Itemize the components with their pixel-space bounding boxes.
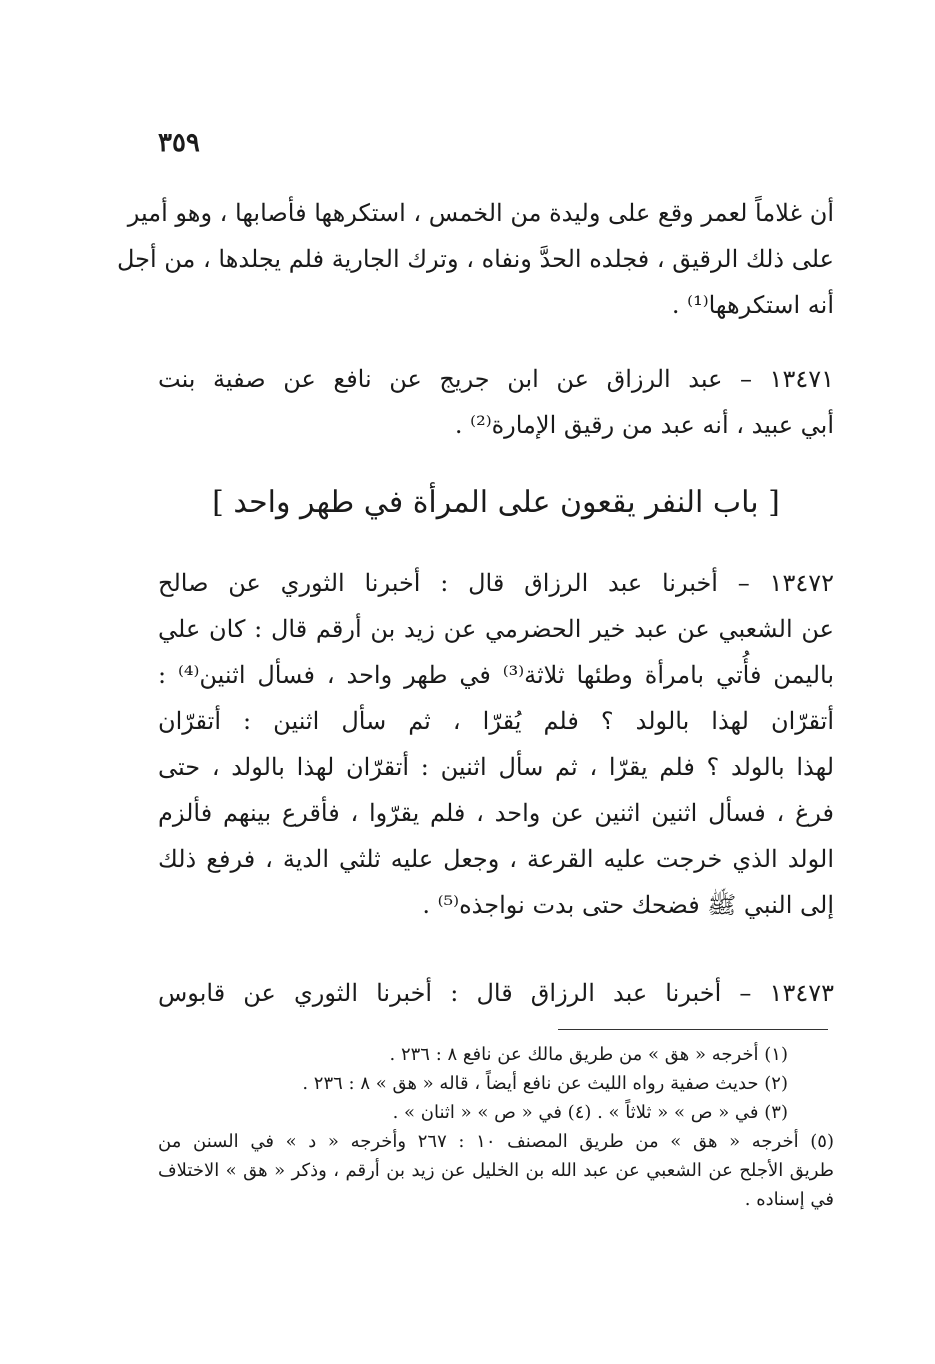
text-line: أتقرّان لهذا بالولد ؟ فلم يُقرّا ، ثم سأل اثنين : أتقرّان — [158, 707, 834, 735]
paragraph-continuation — [116, 190, 834, 328]
text-line: فرغ ، فسأل اثنين اثنين عن واحد ، فلم يقرّوا ، فأقرع بينهم فألزم — [158, 799, 834, 827]
footnote-5-end: في إسناده . — [744, 1189, 834, 1210]
footnotes — [158, 1040, 834, 1214]
text-line: أنه استكرهها⁽¹⁾ . — [671, 291, 834, 319]
text-line: لهذا بالولد ؟ فلم يقرّا ، ثم سأل اثنين : أتقرّان لهذا بالولد ، حتى — [158, 753, 834, 781]
footnote-separator — [558, 1029, 828, 1030]
text-line: أن غلاماً لعمر وقع على وليدة من الخمس ، استكرهها فأصابها ، وهو أمير — [127, 199, 834, 227]
text-line: عن الشعبي عن عبد خير الحضرمي عن زيد بن أرقم قال : كان علي — [158, 615, 834, 643]
footnote-5-cont: طريق الأجلح عن الشعبي عن عبد الله بن الخليل عن زيد بن أرقم ، وذكر « هق » الاختلاف — [158, 1160, 834, 1181]
text-line: على ذلك الرقيق ، فجلده الحدَّ ونفاه ، وترك الجارية فلم يجلدها ، من أجل — [116, 245, 834, 273]
text-line: أبي عبيد ، أنه عبد من رقيق الإمارة⁽²⁾ . — [454, 411, 834, 439]
footnote-2: (٢) حديث صفية رواه الليث عن نافع أيضاً ، قاله « هق » ٨ : ٢٣٦ . — [302, 1073, 788, 1094]
footnote-1: (١) أخرجه « هق » من طريق مالك عن نافع ٨ : ٢٣٦ . — [389, 1044, 788, 1065]
chapter-heading: [ باب النفر يقعون على المرأة في طهر واحد ] — [212, 485, 780, 520]
text-line: الولد الذي خرجت عليه القرعة ، وجعل عليه ثلثي الدية ، فرفع ذلك — [158, 845, 834, 873]
hadith-13473 — [158, 970, 834, 1016]
text-line: باليمن فأُتي بامرأة وطئها ثلاثة⁽³⁾ في طهر واحد ، فسأل اثنين⁽⁴⁾ : — [158, 661, 834, 689]
text-line: ١٣٤٧١ – عبد الرزاق عن ابن جريج عن نافع عن صفية بنت — [158, 365, 834, 393]
hadith-13471 — [158, 356, 834, 448]
text-line: إلى النبي ﷺ فضحك حتى بدت نواجذه⁽⁵⁾ . — [422, 891, 834, 919]
page-number: ٣٥٩ — [158, 128, 200, 158]
hadith-13472 — [158, 560, 834, 928]
footnote-5: (٥) أخرجه « هق » من طريق المصنف ١٠ : ٢٦٧ وأخرجه « د » في السنن من — [158, 1131, 834, 1152]
text-line: ١٣٤٧٣ – أخبرنا عبد الرزاق قال : أخبرنا الثوري عن قابوس — [158, 979, 834, 1007]
footnote-3-4: (٣) في « ص » « ثلاثاً » . (٤) في « ص » « اثنان » . — [392, 1102, 788, 1123]
text-line: ١٣٤٧٢ – أخبرنا عبد الرزاق قال : أخبرنا الثوري عن صالح — [158, 569, 834, 597]
